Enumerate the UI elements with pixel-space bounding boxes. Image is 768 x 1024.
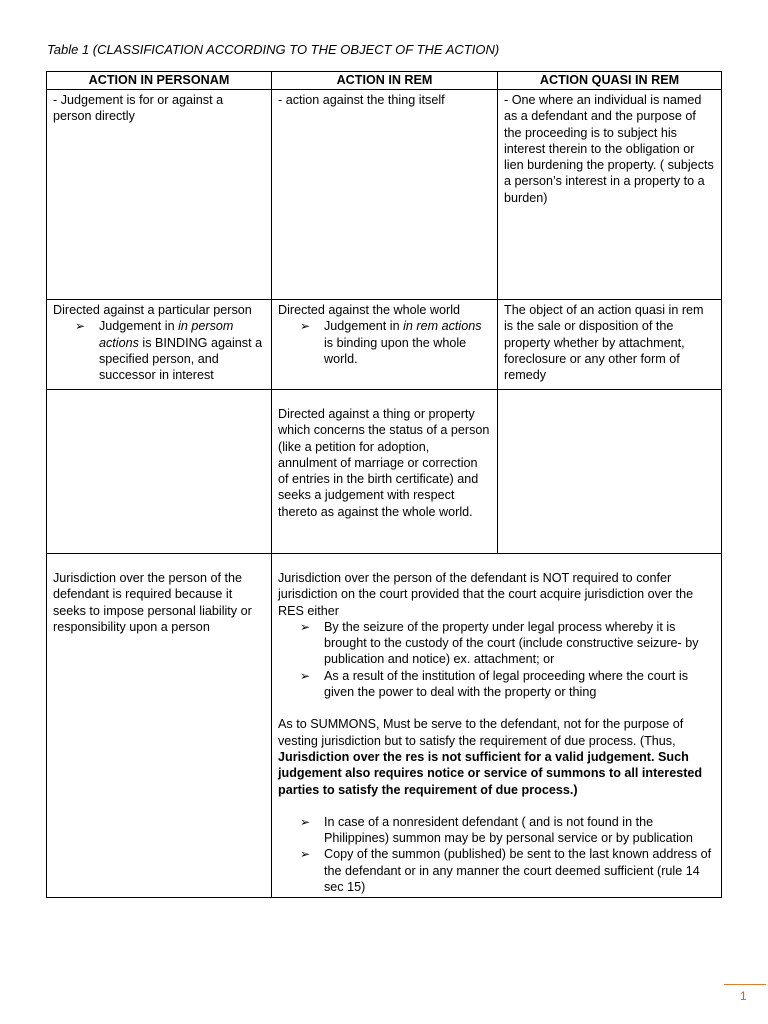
bullet-list — [53, 318, 265, 383]
bullet-list — [278, 318, 491, 367]
list-item — [300, 318, 491, 367]
italic-text: in persom actions — [99, 319, 234, 350]
header-rem: ACTION IN REM — [272, 72, 498, 90]
cell-heading: Directed against a particular person — [53, 303, 252, 317]
header-quasi-rem: ACTION QUASI IN REM — [498, 72, 722, 90]
footer-divider — [724, 984, 766, 985]
cell-rem-quasi-4 — [272, 554, 722, 898]
text: Judgement in — [99, 319, 179, 334]
table-row — [47, 90, 722, 300]
list-item: ➢ By the seizure of the property under legal process whereby it is brought to the custody of the court (include constructive seizure- by publication and notice) ex. attachment; or — [300, 619, 715, 668]
list-item: ➢ In case of a nonresident defendant ( and is not found in the Philippines) summon may be by personal service or by publication — [300, 814, 715, 847]
table-row — [47, 300, 722, 390]
header-personam: ACTION IN PERSONAM — [47, 72, 272, 90]
bullet-list — [278, 619, 715, 700]
table-caption: Table 1 (CLASSIFICATION ACCORDING TO THE OBJECT OF THE ACTION) — [47, 42, 500, 57]
text: Judgement in — [324, 319, 404, 334]
cell-rem-2 — [272, 300, 498, 390]
cell-quasi-3 — [498, 390, 722, 554]
list-item: ➢ As a result of the institution of legal proceeding where the court is given the power to deal with the property or thing — [300, 668, 715, 701]
list-item — [75, 318, 265, 383]
cell-quasi-2: The object of an action quasi in rem is the sale or disposition of the property whether by attachment, foreclosure or any other form of remedy — [498, 300, 722, 390]
text: is BINDING against a specified person, and successor in interest — [99, 335, 263, 383]
cell-quasi-1: - One where an individual is named as a defendant and the purpose of the proceeding is to subject his interest therein to the obligation or lien burdening the property. ( subjects a person’s interest in a property to a burden) — [498, 90, 722, 300]
cell-heading: Directed against the whole world — [278, 303, 461, 317]
table-row — [47, 390, 722, 554]
italic-text: in rem actions — [403, 319, 482, 334]
text: is binding upon the whole world. — [324, 335, 467, 366]
bullet-list — [278, 814, 715, 895]
jurisdiction-intro: Jurisdiction over the person of the defendant is NOT required to confer jurisdiction on the court provided that the court acquire jurisdiction over the RES either — [278, 571, 694, 618]
page-number: 1 — [740, 989, 747, 1003]
classification-table — [46, 71, 722, 898]
text: As to SUMMONS, Must be serve to the defendant, not for the purpose of vesting jurisdiction but to satisfy the requirement of due process. (Thus, — [278, 717, 684, 748]
cell-rem-1: - action against the thing itself — [272, 90, 498, 300]
table-row — [47, 554, 722, 898]
summons-paragraph — [278, 716, 715, 797]
bold-text: Jurisdiction over the res is not sufficient for a valid judgement. Such judgement also requires notice or service of summons to all interested parties to satisfy the requirement of due process.) — [278, 749, 703, 797]
cell-personam-4: Jurisdiction over the person of the defendant is required because it seeks to impose personal liability or responsibility upon a person — [47, 554, 272, 898]
cell-rem-3: Directed against a thing or property which concerns the status of a person (like a petition for adoption, annulment of marriage or correction of entries in the birth certificate) and seeks a judgement with respect thereto as against the whole world. — [272, 390, 498, 554]
header-row — [47, 72, 722, 90]
cell-personam-1: - Judgement is for or against a person directly — [47, 90, 272, 300]
cell-personam-3 — [47, 390, 272, 554]
cell-personam-2 — [47, 300, 272, 390]
list-item: ➢ Copy of the summon (published) be sent to the last known address of the defendant or in any manner the court deemed sufficient (rule 14 sec 15) — [300, 846, 715, 895]
